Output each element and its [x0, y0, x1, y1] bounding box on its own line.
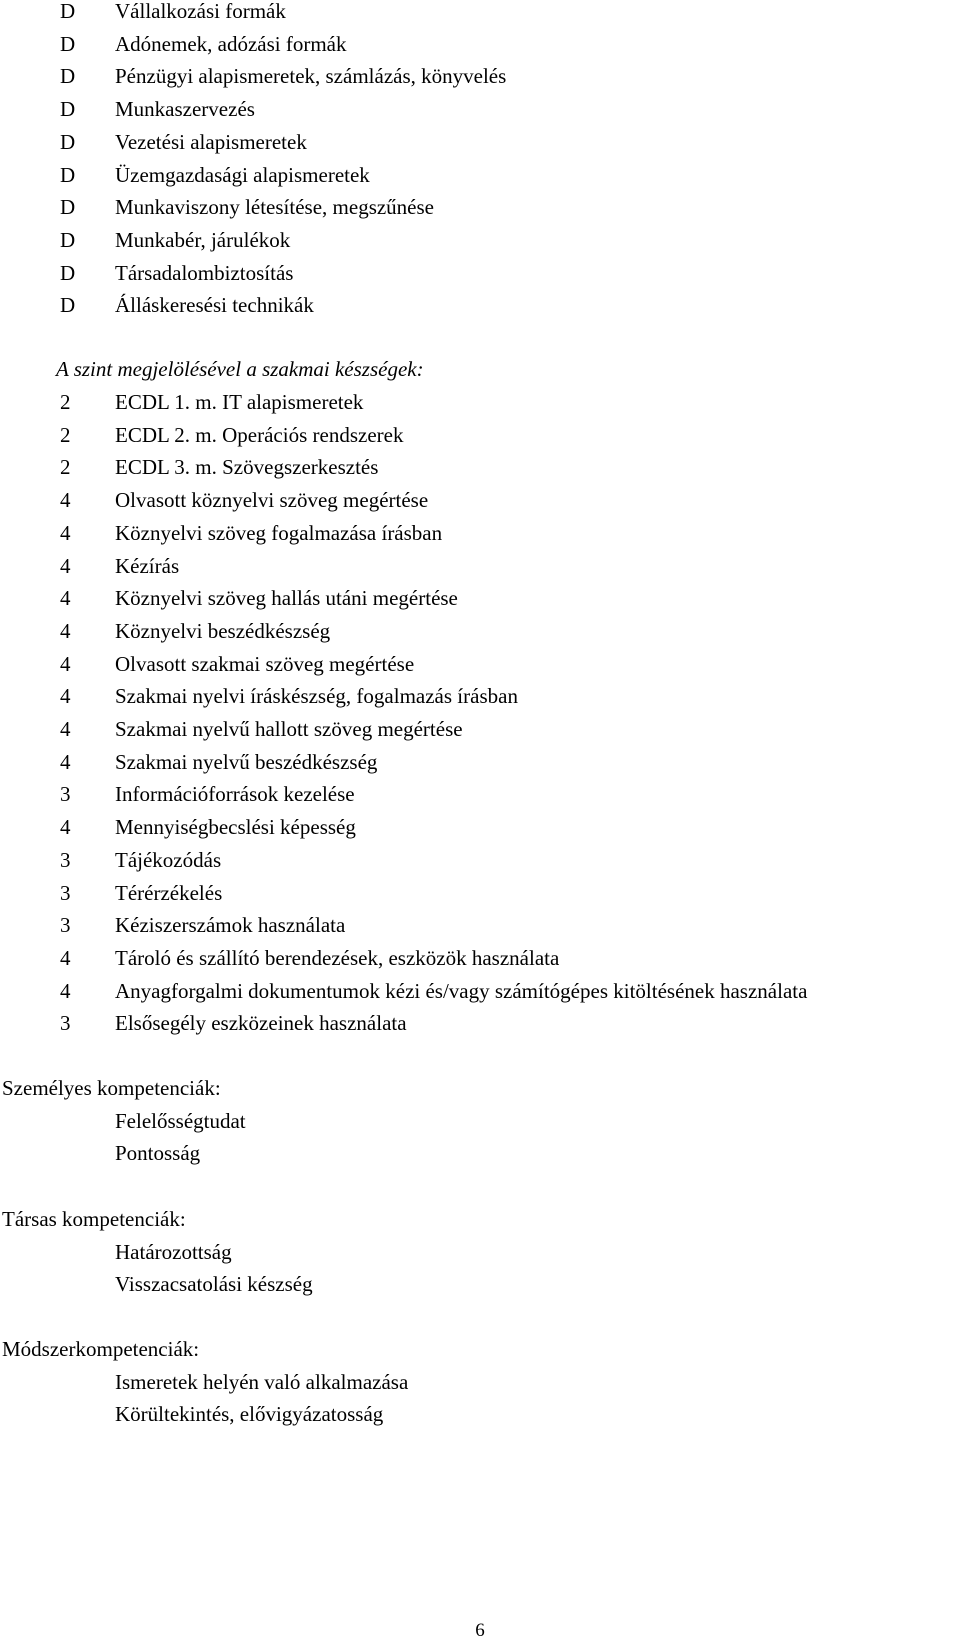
social-competencies-heading: Társas kompetenciák: [2, 1207, 186, 1231]
item-label: Kézírás [115, 553, 180, 578]
level-code: D [60, 195, 76, 220]
item-label: Pénzügyi alapismeretek, számlázás, könyvelés [115, 64, 507, 89]
level-code: 2 [60, 390, 71, 414]
method-competencies-heading: Módszerkompetenciák: [2, 1337, 200, 1361]
level-code: 3 [60, 880, 71, 905]
item-label: Mennyiségbecslési képesség [115, 815, 356, 840]
level-code: 4 [60, 488, 71, 513]
item-label: Információforrások kezelése [115, 782, 355, 807]
item-label: Olvasott szakmai szöveg megértése [115, 651, 415, 676]
level-code: D [60, 0, 76, 23]
item-label: Anyagforgalmi dokumentumok kézi és/vagy számítógépes kitöltésének használata [115, 978, 808, 1003]
social-competency-item: Határozottság [115, 1239, 232, 1264]
item-label: Munkaviszony létesítése, megszűnése [115, 195, 434, 220]
level-code: 4 [60, 717, 71, 741]
item-label: Kéziszerszámok használata [115, 913, 346, 938]
level-code: D [60, 260, 76, 285]
item-label: Tároló és szállító berendezések, eszközök használata [115, 945, 560, 970]
level-code: D [60, 293, 76, 318]
level-code: 4 [60, 815, 71, 840]
item-label: ECDL 3. m. Szövegszerkesztés [115, 455, 379, 480]
item-label: Elsősegély eszközeinek használata [115, 1011, 407, 1036]
item-label: Olvasott köznyelvi szöveg megértése [115, 488, 429, 513]
page-number: 6 [475, 1620, 485, 1641]
item-label: ECDL 1. m. IT alapismeretek [115, 390, 364, 414]
level-code: D [60, 227, 76, 252]
social-competency-item: Visszacsatolási készség [115, 1272, 313, 1297]
level-code: 4 [60, 978, 71, 1003]
item-label: Vállalkozási formák [115, 0, 286, 23]
item-label: Térérzékelés [115, 880, 223, 905]
method-competency-item: Ismeretek helyén való alkalmazása [115, 1369, 409, 1394]
item-label: Vezetési alapismeretek [115, 129, 307, 154]
item-label: Álláskeresési technikák [115, 293, 314, 318]
item-label: Köznyelvi beszédkészség [115, 618, 331, 643]
personal-competency-item: Pontosság [115, 1141, 201, 1166]
item-label: Szakmai nyelvű hallott szöveg megértése [115, 717, 463, 741]
level-code: 4 [60, 553, 71, 578]
item-label: Adónemek, adózási formák [115, 31, 347, 56]
level-code: 4 [60, 651, 71, 676]
item-label: Köznyelvi szöveg hallás utáni megértése [115, 586, 458, 611]
personal-competencies-heading: Személyes kompetenciák: [2, 1076, 221, 1100]
level-code: 3 [60, 1011, 71, 1036]
level-code: D [60, 129, 76, 154]
level-code: 4 [60, 945, 71, 970]
skills-heading: A szint megjelölésével a szakmai készségek: [56, 357, 424, 381]
level-code: 4 [60, 618, 71, 643]
level-code: 3 [60, 782, 71, 807]
level-code: 4 [60, 684, 71, 709]
item-label: Társadalombiztosítás [115, 260, 294, 285]
level-code: D [60, 64, 76, 89]
item-label: Munkabér, járulékok [115, 227, 291, 252]
level-code: 2 [60, 422, 71, 447]
item-label: Szakmai nyelvű beszédkészség [115, 749, 378, 774]
personal-competency-item: Felelősségtudat [115, 1108, 246, 1133]
method-competency-item: Körültekintés, elővigyázatosság [115, 1402, 384, 1427]
level-code: 3 [60, 913, 71, 938]
item-label: Tájékozódás [115, 847, 222, 872]
level-code: 4 [60, 586, 71, 611]
item-label: Köznyelvi szöveg fogalmazása írásban [115, 520, 443, 545]
item-label: Munkaszervezés [115, 97, 255, 122]
level-code: D [60, 162, 76, 187]
level-code: 2 [60, 455, 71, 480]
level-code: D [60, 31, 76, 56]
level-code: 4 [60, 749, 71, 774]
item-label: ECDL 2. m. Operációs rendszerek [115, 422, 404, 447]
level-code: 3 [60, 847, 71, 872]
level-code: 4 [60, 520, 71, 545]
level-code: D [60, 97, 76, 122]
item-label: Üzemgazdasági alapismeretek [115, 162, 370, 187]
item-label: Szakmai nyelvi íráskészség, fogalmazás írásban [115, 684, 518, 709]
